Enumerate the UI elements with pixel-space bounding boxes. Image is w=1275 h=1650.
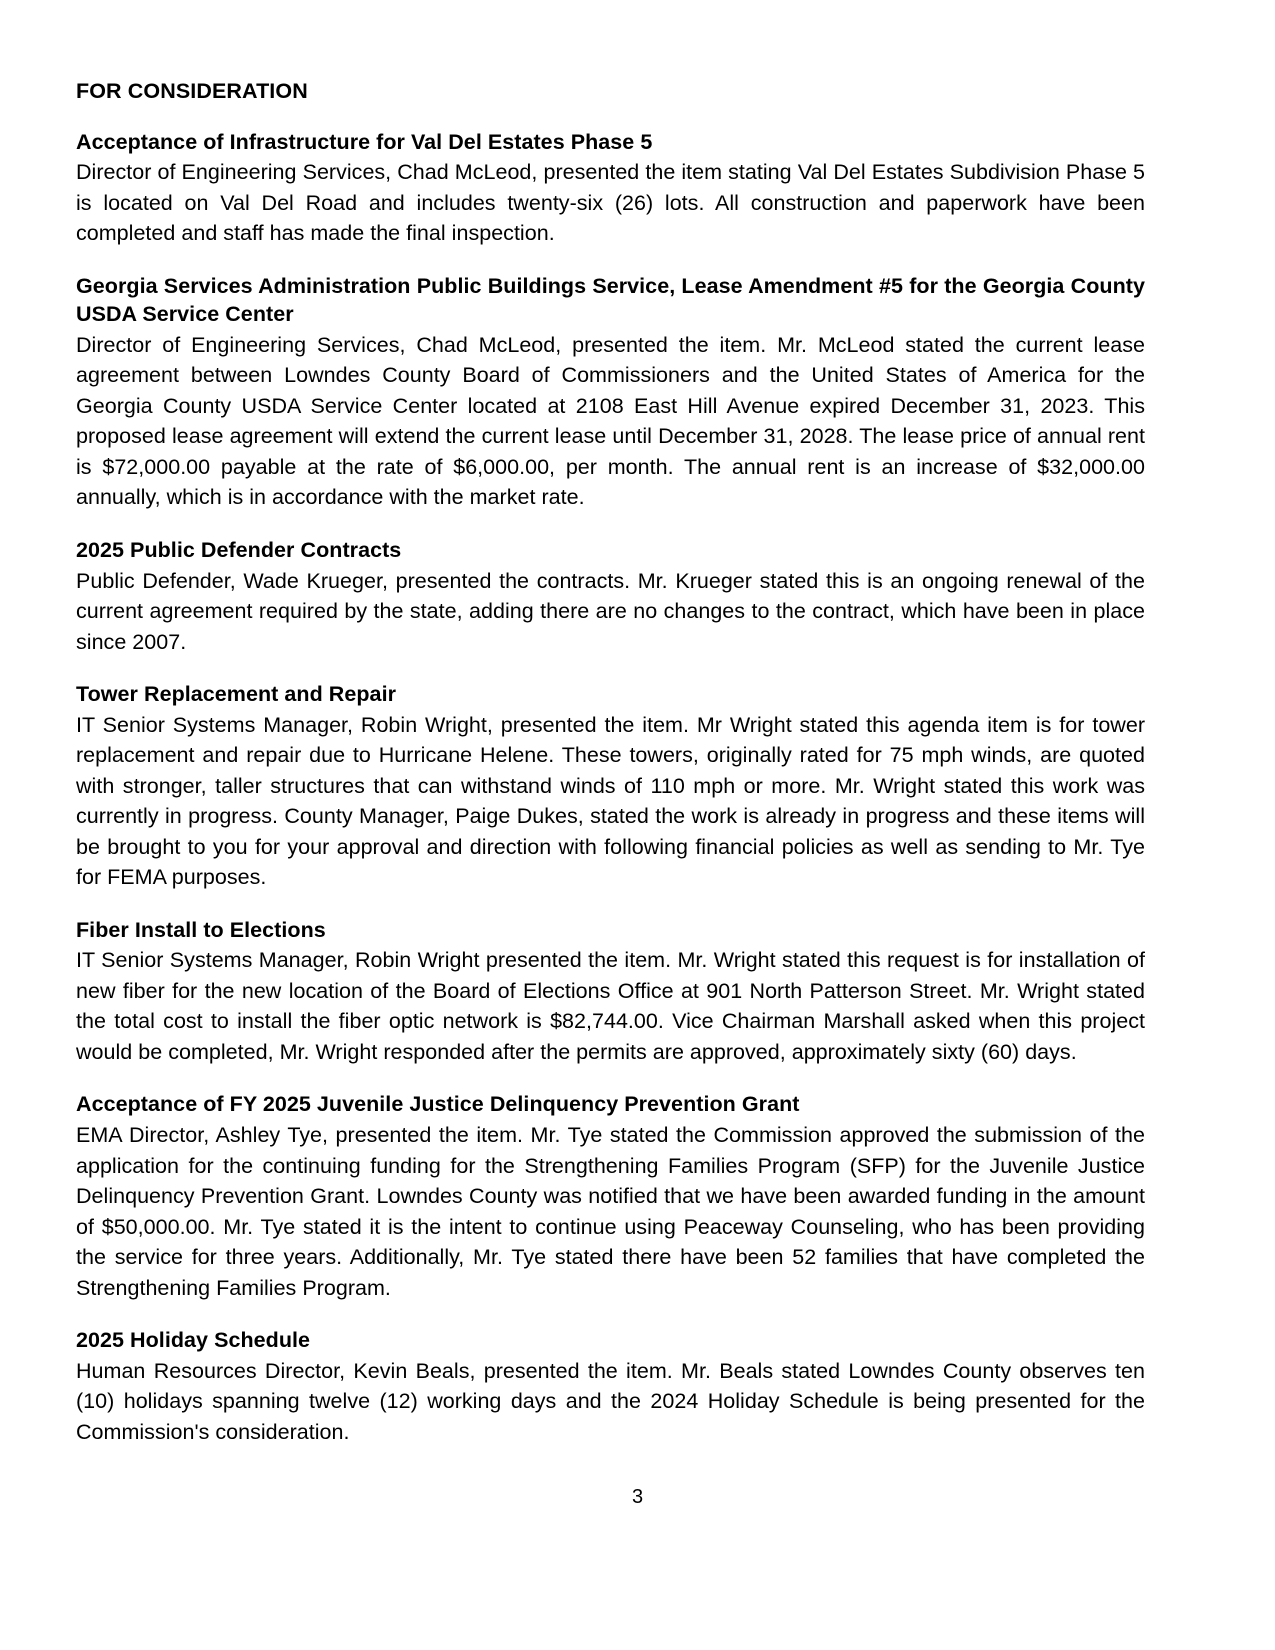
agenda-item-body: Public Defender, Wade Krueger, presented the contracts. Mr. Krueger stated this is an ongoing renewal of the current agreement required by the state, adding there are no changes to the contract, which have been in place since 2007. (76, 568, 1145, 654)
agenda-item-title: 2025 Holiday Schedule (76, 1328, 311, 1353)
agenda-item (76, 1326, 1145, 1447)
agenda-item-body: IT Senior Systems Manager, Robin Wright presented the item. Mr. Wright stated this request is for installation of new fiber for the new location of the Board of Elections Office at 901 North Patterson Street. Mr. Wright stated the total cost to install the fiber optic network is $82,744.00. Vice Chairman Marshall asked when this project would be completed, Mr. Wright responded after the permits are approved, approximately sixty (60) days. (76, 948, 1145, 1064)
agenda-item-title: Georgia Services Administration Public Buildings Service, Lease Amendment #5 for the Georgia County USDA Service Center (76, 273, 1145, 327)
agenda-item (76, 1090, 1145, 1303)
agenda-item (76, 916, 1145, 1068)
agenda-item-title: Tower Replacement and Repair (76, 682, 397, 707)
agenda-item (76, 272, 1145, 513)
section-heading: FOR CONSIDERATION (76, 79, 308, 103)
agenda-item-title: Fiber Install to Elections (76, 917, 326, 942)
agenda-item-body: Director of Engineering Services, Chad McLeod, presented the item stating Val Del Estates Subdivision Phase 5 is located on Val Del Road and includes twenty-six (26) lots. All construction and paperwork have been completed and staff has made the final inspection. (76, 160, 1145, 246)
agenda-item (76, 680, 1145, 893)
agenda-item-body: Director of Engineering Services, Chad McLeod, presented the item. Mr. McLeod stated the current lease agreement between Lowndes County Board of Commissioners and the United States of America for the Georgia County USDA Service Center located at 2108 East Hill Avenue expired December 31, 2023. This proposed lease agreement will extend the current lease until December 31, 2028. The lease price of annual rent is $72,000.00 payable at the rate of $6,000.00, per month. The annual rent is an increase of $32,000.00 annually, which is in accordance with the market rate. (76, 332, 1145, 510)
page-number: 3 (631, 1486, 644, 1508)
agenda-item-title: Acceptance of Infrastructure for Val Del Estates Phase 5 (76, 129, 653, 154)
agenda-item-body: Human Resources Director, Kevin Beals, presented the item. Mr. Beals stated Lowndes County observes ten (10) holidays spanning twelve (12) working days and the 2024 Holiday Schedule is being presented for the Commission's consideration. (76, 1358, 1145, 1444)
agenda-item-body: EMA Director, Ashley Tye, presented the item. Mr. Tye stated the Commission approved the submission of the application for the continuing funding for the Strengthening Families Program (SFP) for the Juvenile Justice Delinquency Prevention Grant. Lowndes County was notified that we have been awarded funding in the amount of $50,000.00. Mr. Tye stated it is the intent to continue using Peaceway Counseling, who has been providing the service for three years. Additionally, Mr. Tye stated there have been 52 families that have completed the Strengthening Families Program. (76, 1123, 1145, 1300)
agenda-item-title: 2025 Public Defender Contracts (76, 537, 402, 562)
agenda-item-title: Acceptance of FY 2025 Juvenile Justice Delinquency Prevention Grant (76, 1092, 800, 1117)
agenda-item (76, 128, 1145, 249)
agenda-item-body: IT Senior Systems Manager, Robin Wright, presented the item. Mr Wright stated this agenda item is for tower replacement and repair due to Hurricane Helene. These towers, originally rated for 75 mph winds, are quoted with stronger, taller structures that can withstand winds of 110 mph or more. Mr. Wright stated this work was currently in progress. County Manager, Paige Dukes, stated the work is already in progress and these items will be brought to you for your approval and direction with following financial policies as well as sending to Mr. Tye for FEMA purposes. (76, 712, 1145, 890)
agenda-item (76, 536, 1145, 657)
